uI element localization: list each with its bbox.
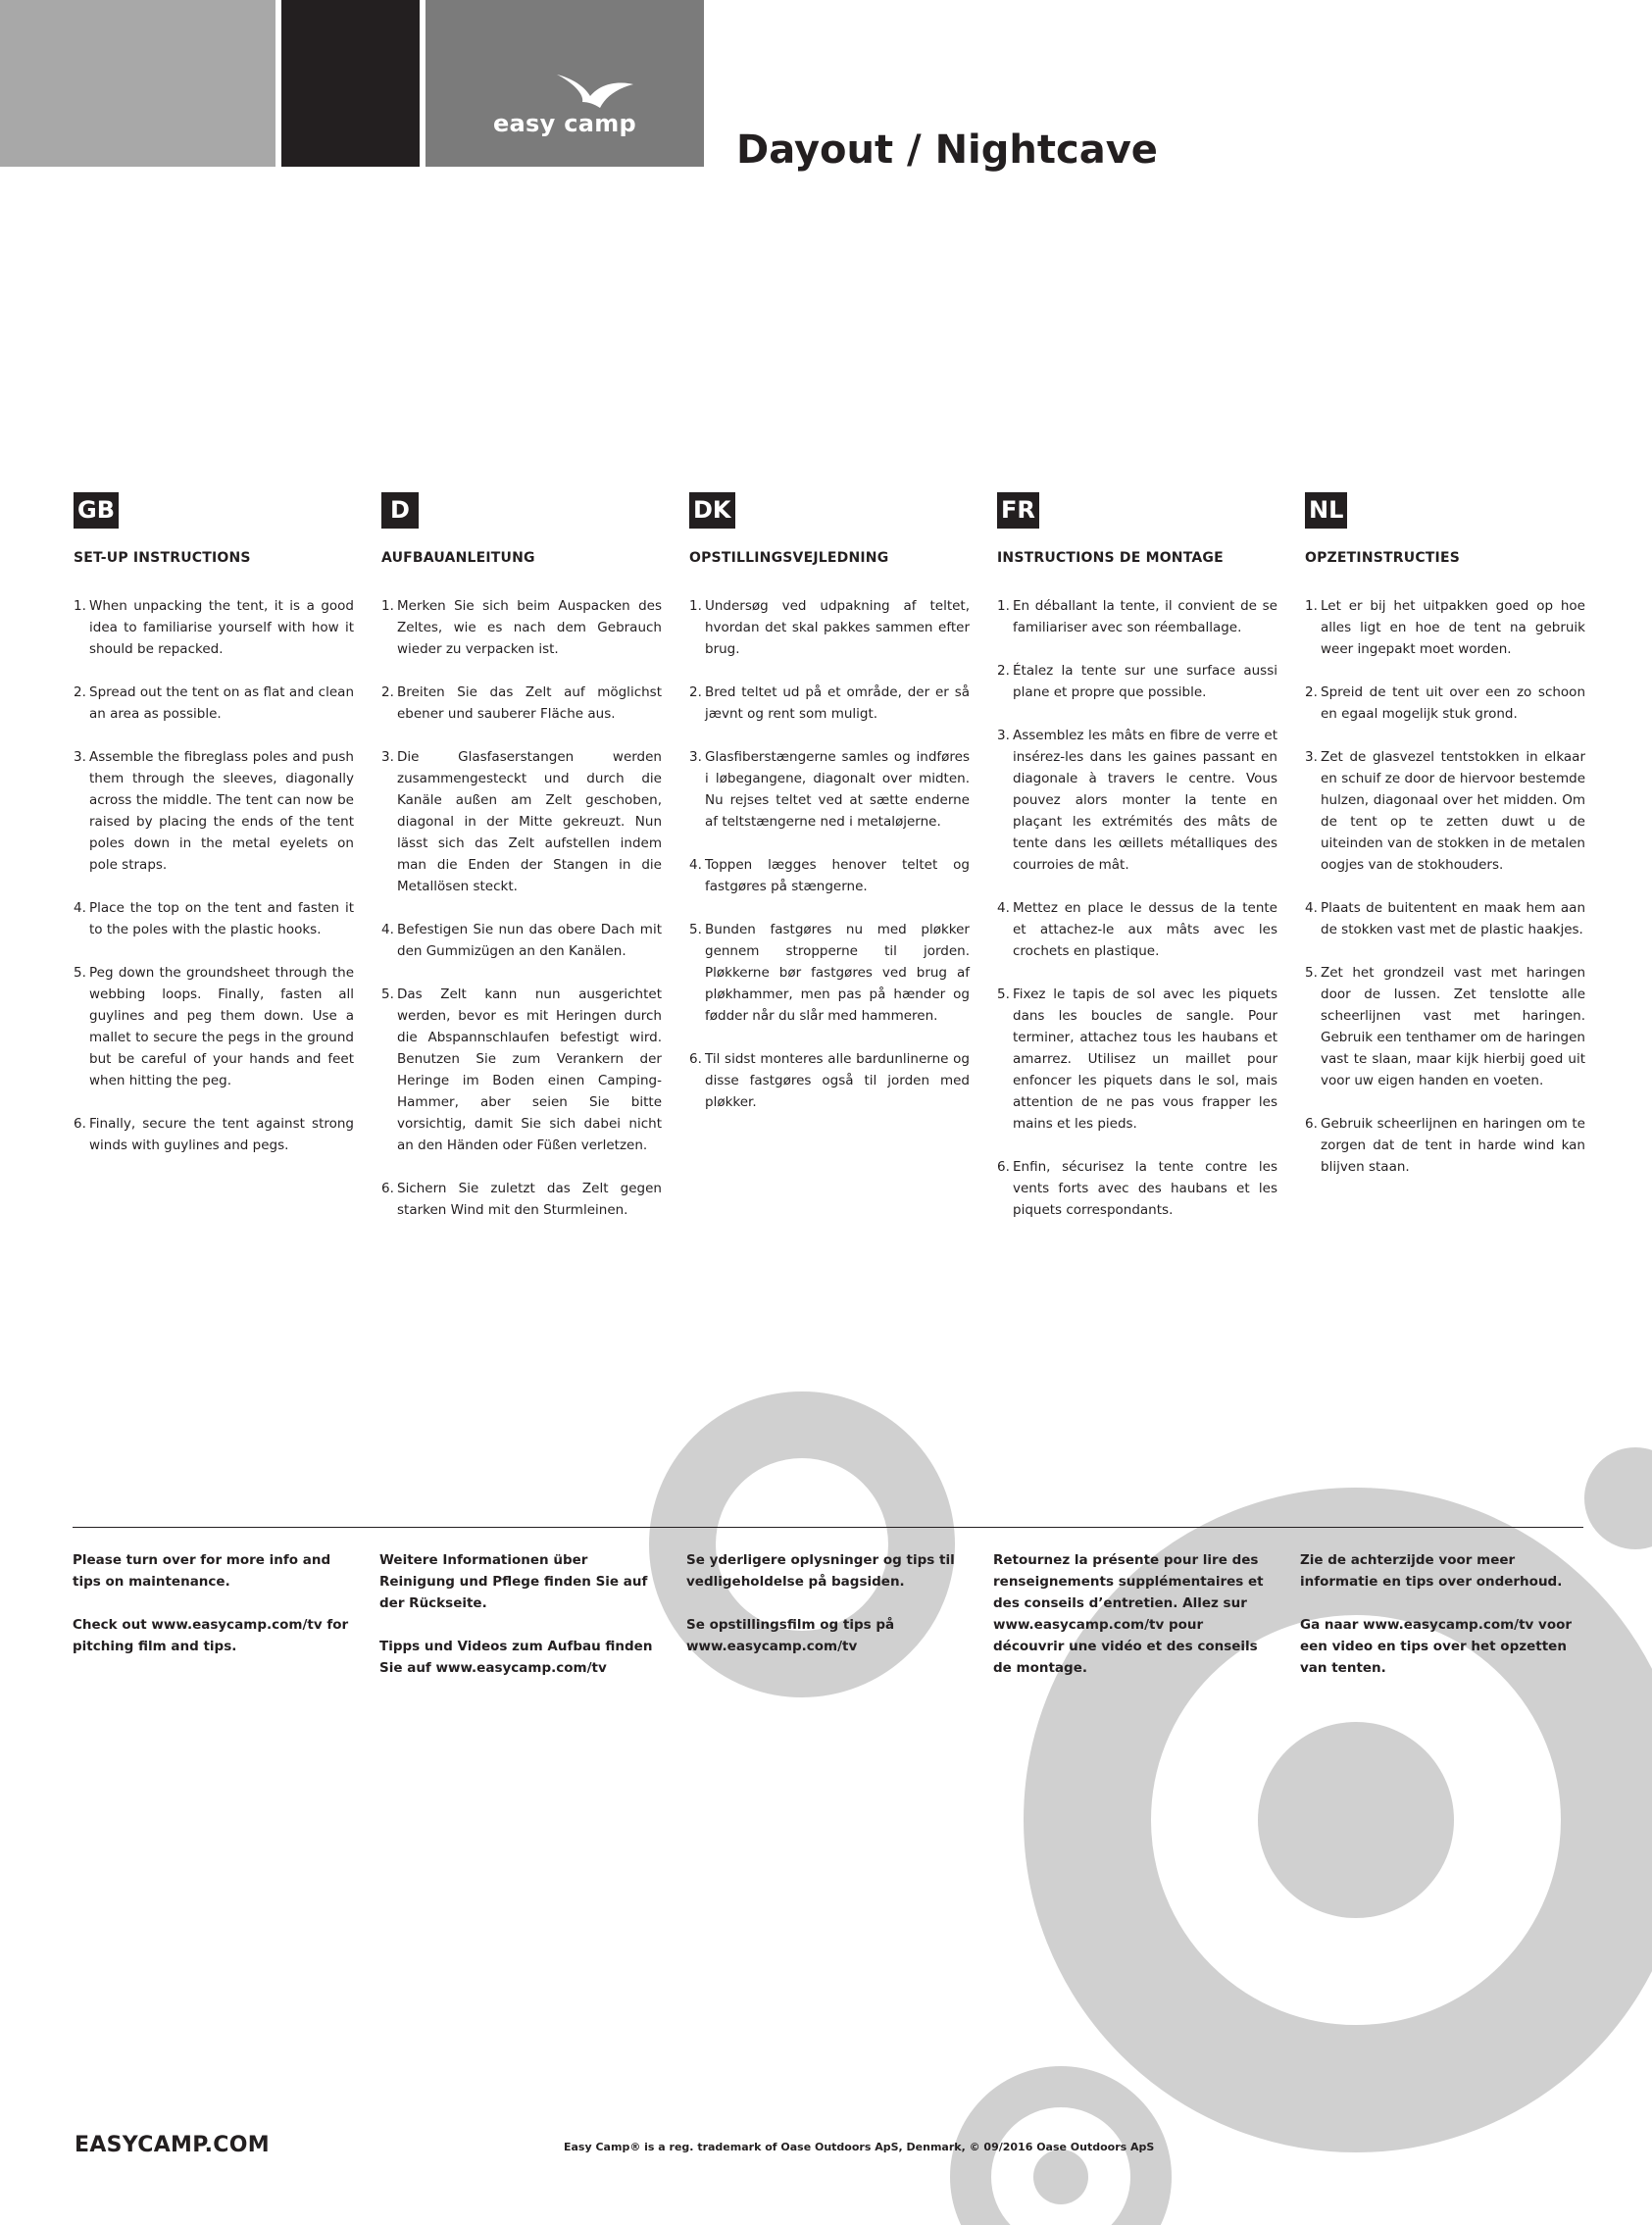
list-item bbox=[381, 595, 662, 660]
step-number: 5. bbox=[689, 922, 702, 937]
step-number: 4. bbox=[1305, 900, 1318, 916]
column-d bbox=[381, 492, 662, 1242]
step-number: 6. bbox=[74, 1116, 86, 1132]
step-text: Breiten Sie das Zelt auf möglichst ebener und sauberer Fläche aus. bbox=[397, 684, 662, 722]
list-item bbox=[997, 725, 1277, 876]
language-badge: GB bbox=[74, 492, 119, 529]
step-text: Étalez la tente sur une surface aussi plane et propre que possible. bbox=[1013, 663, 1277, 700]
circle-dot-1 bbox=[1258, 1722, 1454, 1918]
circle-dot-2 bbox=[1584, 1447, 1652, 1549]
column-gb bbox=[74, 492, 354, 1178]
brand-url: EASYCAMP.COM bbox=[75, 2133, 270, 2157]
step-number: 6. bbox=[689, 1051, 702, 1067]
step-text: Sichern Sie zuletzt das Zelt gegen starken Wind mit den Sturmleinen. bbox=[397, 1181, 662, 1218]
list-item bbox=[1305, 962, 1585, 1091]
list-item bbox=[689, 1048, 970, 1113]
language-badge: FR bbox=[997, 492, 1039, 529]
list-item bbox=[689, 919, 970, 1027]
footer-note-fr bbox=[993, 1549, 1277, 1700]
step-number: 2. bbox=[74, 684, 86, 700]
step-text: Peg down the groundsheet through the webbing loops. Finally, fasten all guylines and peg them down. Use a mallet to secure the pegs in the ground but be careful of your hands and feet when hitting the peg. bbox=[89, 965, 354, 1088]
list-item bbox=[74, 595, 354, 660]
list-item bbox=[997, 984, 1277, 1135]
list-item bbox=[1305, 682, 1585, 725]
list-item bbox=[74, 1113, 354, 1156]
header-block-dark bbox=[281, 0, 420, 167]
instruction-list bbox=[1305, 595, 1585, 1178]
step-number: 5. bbox=[381, 986, 394, 1002]
step-number: 2. bbox=[381, 684, 394, 700]
list-item bbox=[997, 595, 1277, 638]
step-text: Merken Sie sich beim Auspacken des Zeltes, wie es nach dem Gebrauch wieder zu verpacken ist. bbox=[397, 598, 662, 657]
column-fr bbox=[997, 492, 1277, 1242]
footer-note-text: Ga naar www.easycamp.com/tv voor een video en tips over het opzetten van tenten. bbox=[1300, 1617, 1573, 1676]
step-text: En déballant la tente, il convient de se familiariser avec son réemballage. bbox=[1013, 598, 1277, 635]
bird-icon bbox=[555, 73, 635, 114]
step-number: 4. bbox=[381, 922, 394, 937]
step-text: Bunden fastgøres nu med pløkker gennem stropperne til jorden. Pløkkerne bør fastgøres ved brug af pløkhammer, men pas på hænder og fødder når du slår med hammeren. bbox=[705, 922, 970, 1024]
list-item bbox=[1305, 897, 1585, 940]
step-text: Die Glasfaserstangen werden zusammengesteckt und durch die Kanäle außen am Zelt geschoben, diagonal in der Mitte gekreuzt. Nun lässt sich das Zelt aufstellen indem man die Enden der Stangen in die Metallösen steckt. bbox=[397, 749, 662, 894]
list-item bbox=[997, 897, 1277, 962]
logo-text: easy camp bbox=[492, 110, 637, 137]
step-number: 4. bbox=[997, 900, 1010, 916]
footer-divider bbox=[73, 1527, 1583, 1528]
list-item bbox=[381, 746, 662, 897]
list-item bbox=[74, 746, 354, 876]
list-item bbox=[74, 897, 354, 940]
page-title: Dayout / Nightcave bbox=[736, 127, 1158, 173]
step-number: 6. bbox=[997, 1159, 1010, 1175]
step-number: 4. bbox=[689, 857, 702, 873]
list-item bbox=[997, 660, 1277, 703]
step-number: 2. bbox=[689, 684, 702, 700]
step-text: Til sidst monteres alle bardunlinerne og disse fastgøres også til jorden med pløkker. bbox=[705, 1051, 970, 1110]
footer-note-d bbox=[379, 1549, 664, 1700]
step-number: 3. bbox=[74, 749, 86, 765]
step-text: Das Zelt kann nun ausgerichtet werden, bevor es mit Heringen durch die Abspannschlaufen befestigt wird. Benutzen Sie zum Verankern der Heringe im Boden einen Camping-Hammer, aber seien Sie bitte vorsichtig, damit Sie sich dabei nicht an den Händen oder Füßen verletzen. bbox=[397, 986, 662, 1153]
section-heading: OPSTILLINGSVEJLEDNING bbox=[689, 550, 889, 566]
step-number: 4. bbox=[74, 900, 86, 916]
list-item bbox=[689, 746, 970, 833]
list-item bbox=[1305, 746, 1585, 876]
step-text: Toppen lægges henover teltet og fastgøres på stængerne. bbox=[705, 857, 970, 894]
section-heading: INSTRUCTIONS DE MONTAGE bbox=[997, 550, 1224, 566]
step-number: 3. bbox=[689, 749, 702, 765]
list-item bbox=[997, 1156, 1277, 1221]
step-text: Place the top on the tent and fasten it to the poles with the plastic hooks. bbox=[89, 900, 354, 937]
step-text: Zet de glasvezel tentstokken in elkaar en schuif ze door de hiervoor bestemde hulzen, diagonaal over het midden. Om de tent op te zetten duwt u de uiteinden van de stokken in de metalen oogjes van de stokhouders. bbox=[1321, 749, 1585, 873]
step-text: Bred teltet ud på et område, der er så jævnt og rent som muligt. bbox=[705, 684, 970, 722]
list-item bbox=[689, 854, 970, 897]
step-text: Fixez le tapis de sol avec les piquets dans les boucles de sangle. Pour terminer, attachez tous les haubans et amarrez. Utilisez un maillet pour enfoncer les piquets dans le sol, mais attention de ne pas vous frapper les mains et les pieds. bbox=[1013, 986, 1277, 1132]
step-text: Befestigen Sie nun das obere Dach mit den Gummizügen an den Kanälen. bbox=[397, 922, 662, 959]
language-badge: D bbox=[381, 492, 419, 529]
step-text: Undersøg ved udpakning af teltet, hvordan det skal pakkes sammen efter brug. bbox=[705, 598, 970, 657]
list-item bbox=[74, 962, 354, 1091]
instruction-list bbox=[997, 595, 1277, 1221]
footer-note-text: Tipps und Videos zum Aufbau finden Sie auf www.easycamp.com/tv bbox=[379, 1639, 653, 1676]
step-text: Enfin, sécurisez la tente contre les vents forts avec des haubans et les piquets correspondants. bbox=[1013, 1159, 1277, 1218]
step-text: Gebruik scheerlijnen en haringen om te zorgen dat de tent in harde wind kan blijven staan. bbox=[1321, 1116, 1585, 1175]
section-heading: SET-UP INSTRUCTIONS bbox=[74, 550, 251, 566]
list-item bbox=[1305, 595, 1585, 660]
instruction-list bbox=[74, 595, 354, 1156]
circle-dot-3 bbox=[1033, 2149, 1088, 2204]
step-number: 6. bbox=[1305, 1116, 1318, 1132]
step-text: Spreid de tent uit over een zo schoon en egaal mogelijk stuk grond. bbox=[1321, 684, 1585, 722]
step-text: Mettez en place le dessus de la tente et attachez-le aux mâts avec les crochets en plastique. bbox=[1013, 900, 1277, 959]
list-item bbox=[381, 984, 662, 1156]
step-text: Glasfiberstængerne samles og indføres i løbegangene, diagonalt over midten. Nu rejses teltet ved at sætte enderne af teltstængerne ned i metaløjerne. bbox=[705, 749, 970, 830]
language-badge: DK bbox=[689, 492, 735, 529]
footer-note-text: Se opstillingsfilm og tips på www.easycamp.com/tv bbox=[686, 1617, 895, 1654]
step-number: 1. bbox=[1305, 598, 1318, 614]
list-item bbox=[381, 682, 662, 725]
footer-note-text: Weitere Informationen über Reinigung und Pflege finden Sie auf der Rückseite. bbox=[379, 1552, 648, 1611]
list-item bbox=[381, 919, 662, 962]
step-number: 6. bbox=[381, 1181, 394, 1196]
step-text: When unpacking the tent, it is a good idea to familiarise yourself with how it should be repacked. bbox=[89, 598, 354, 657]
section-heading: AUFBAUANLEITUNG bbox=[381, 550, 535, 566]
step-text: Plaats de buitentent en maak hem aan de stokken vast met de plastic haakjes. bbox=[1321, 900, 1585, 937]
column-nl bbox=[1305, 492, 1585, 1199]
step-text: Let er bij het uitpakken goed op hoe alles ligt en hoe de tent na gebruik weer ingepakt moet worden. bbox=[1321, 598, 1585, 657]
step-text: Assemblez les mâts en fibre de verre et insérez-les dans les gaines passant en diagonale à travers le centre. Vous pouvez alors monter la tente en plaçant les extrémités des mâts de tente dans les œillets métalliques des courroies de mât. bbox=[1013, 728, 1277, 873]
list-item bbox=[689, 595, 970, 660]
list-item bbox=[1305, 1113, 1585, 1178]
step-number: 1. bbox=[997, 598, 1010, 614]
step-number: 1. bbox=[74, 598, 86, 614]
footer-note-text: Zie de achterzijde voor meer informatie en tips over onderhoud. bbox=[1300, 1552, 1563, 1590]
column-dk bbox=[689, 492, 970, 1135]
step-number: 1. bbox=[689, 598, 702, 614]
footer-note-nl bbox=[1300, 1549, 1584, 1700]
footer-note-text: Se yderligere oplysninger og tips til vedligeholdelse på bagsiden. bbox=[686, 1552, 955, 1590]
step-number: 3. bbox=[381, 749, 394, 765]
instruction-list bbox=[689, 595, 970, 1113]
header-block-light bbox=[0, 0, 275, 167]
footer-note-text: Retournez la présente pour lire des renseignements supplémentaires et des conseils d’entretien. Allez sur www.easycamp.com/tv pour découvrir une vidéo et des conseils de montage. bbox=[993, 1552, 1264, 1676]
footer-note-gb bbox=[73, 1549, 357, 1679]
step-number: 3. bbox=[997, 728, 1010, 743]
step-text: Spread out the tent on as flat and clean an area as possible. bbox=[89, 684, 354, 722]
step-text: Zet het grondzeil vast met haringen door de lussen. Zet tenslotte alle scheerlijnen vast met haringen. Gebruik een tenthamer om de haringen vast te slaan, maar kijk hierbij goed uit voor uw eigen handen en voeten. bbox=[1321, 965, 1585, 1088]
section-heading: OPZETINSTRUCTIES bbox=[1305, 550, 1461, 566]
footer-note-dk bbox=[686, 1549, 971, 1679]
step-number: 1. bbox=[381, 598, 394, 614]
step-number: 2. bbox=[1305, 684, 1318, 700]
footer-note-text: Check out www.easycamp.com/tv for pitching film and tips. bbox=[73, 1617, 349, 1654]
trademark-notice: Easy Camp® is a reg. trademark of Oase Outdoors ApS, Denmark, © 09/2016 Oase Outdoors ApS bbox=[564, 2141, 1155, 2153]
step-number: 5. bbox=[1305, 965, 1318, 981]
step-number: 2. bbox=[997, 663, 1010, 679]
step-number: 5. bbox=[74, 965, 86, 981]
step-text: Assemble the fibreglass poles and push them through the sleeves, diagonally across the middle. The tent can now be raised by placing the ends of the tent poles down in the metal eyelets on pole straps. bbox=[89, 749, 354, 873]
instruction-list bbox=[381, 595, 662, 1221]
footer-note-text: Please turn over for more info and tips on maintenance. bbox=[73, 1552, 331, 1590]
list-item bbox=[381, 1178, 662, 1221]
step-number: 3. bbox=[1305, 749, 1318, 765]
step-number: 5. bbox=[997, 986, 1010, 1002]
list-item bbox=[689, 682, 970, 725]
step-text: Finally, secure the tent against strong winds with guylines and pegs. bbox=[89, 1116, 354, 1153]
language-badge: NL bbox=[1305, 492, 1347, 529]
list-item bbox=[74, 682, 354, 725]
